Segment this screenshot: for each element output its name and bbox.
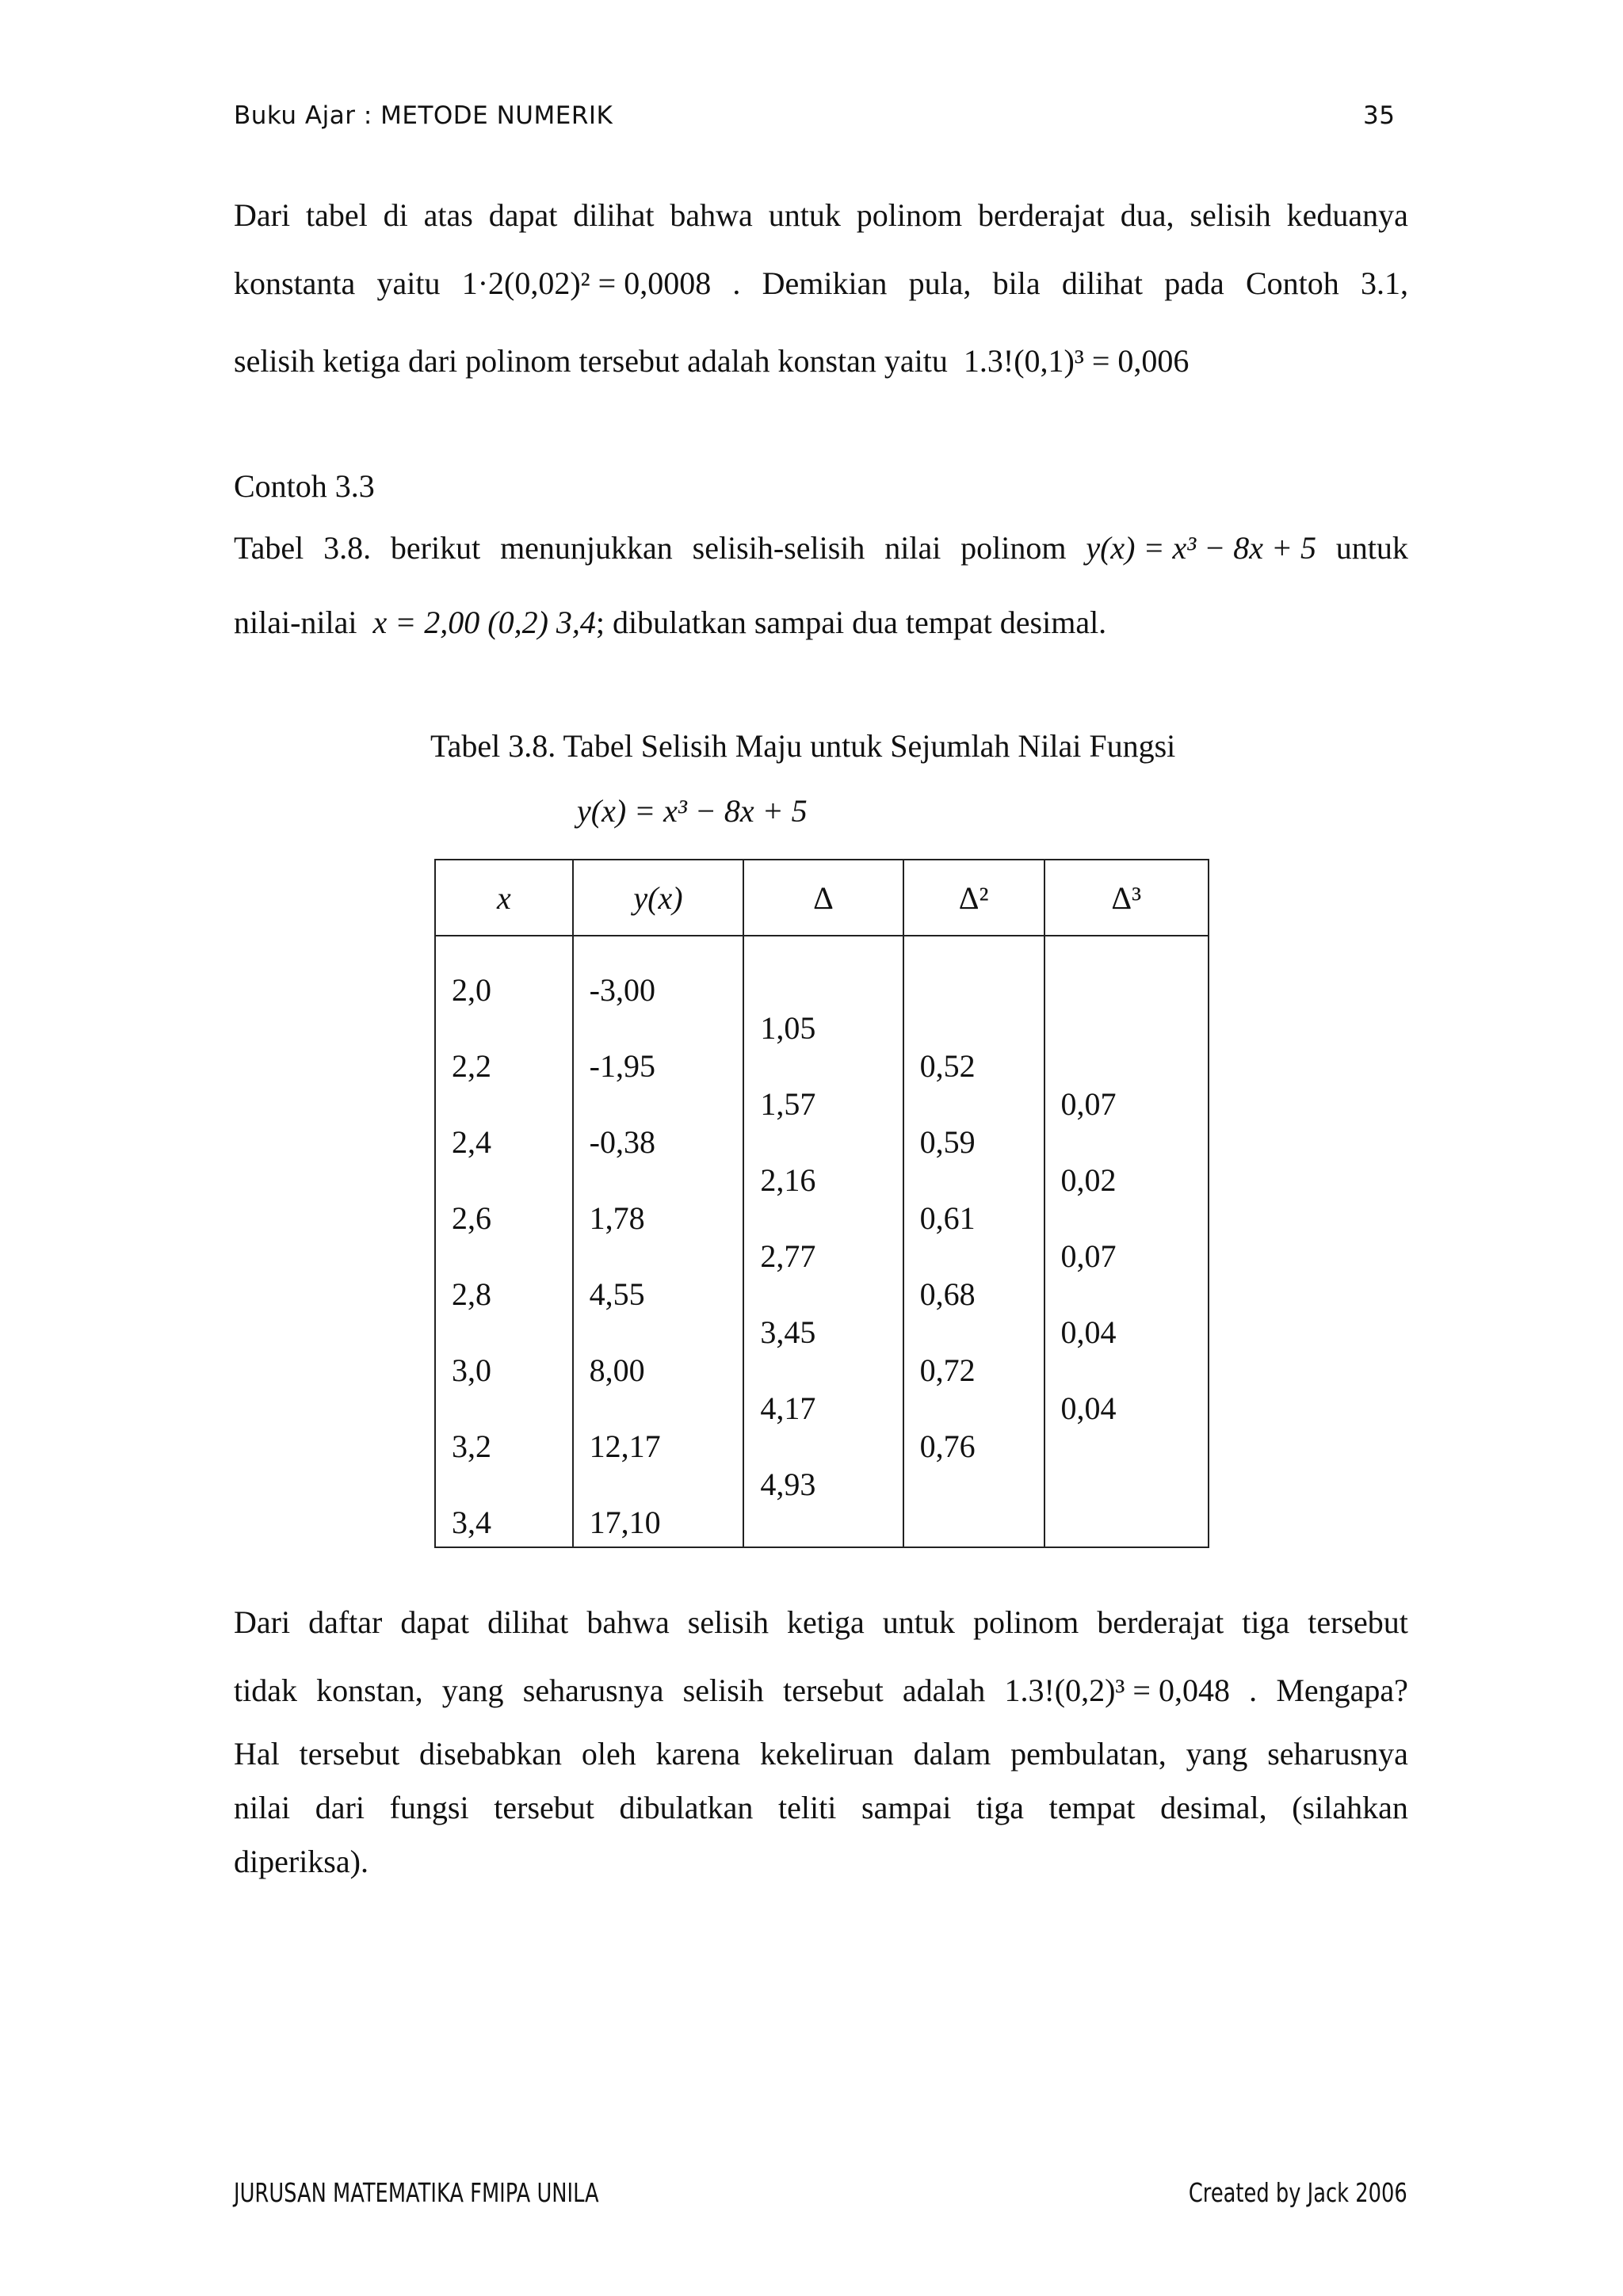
word: dapat: [400, 1604, 470, 1640]
table-cell: 4,93: [760, 1466, 816, 1502]
word: Hal: [234, 1736, 280, 1772]
table-cell: -3,00: [589, 972, 655, 1008]
word: bahwa: [670, 197, 753, 233]
paragraph1-line3: selisih ketiga dari polinom tersebut adalah konstan yaitu 1.3!(0,1)³ = 0,006: [234, 343, 1190, 379]
word: teliti: [778, 1790, 837, 1825]
table-cell: 3,2: [452, 1428, 491, 1464]
word: tiga: [1242, 1604, 1290, 1640]
word: oleh: [581, 1736, 636, 1772]
word: sampai: [861, 1790, 952, 1825]
table-cell: 2,16: [760, 1162, 816, 1198]
word: dua,: [1120, 197, 1174, 233]
table-cell: 17,10: [589, 1505, 661, 1540]
book-title: Buku Ajar : METODE NUMERIK: [234, 101, 613, 130]
column-y: [573, 936, 744, 1547]
word: desimal,: [1160, 1790, 1267, 1825]
table-cell: 4,17: [760, 1390, 816, 1426]
word: nilai: [234, 1790, 291, 1825]
table-cell: 0,68: [919, 1276, 976, 1312]
p1-l2-prefix: konstanta: [234, 265, 356, 301]
example-line2: nilai-nilai x = 2,00 (0,2) 3,4; dibulatkan sampai dua tempat desimal.: [234, 605, 1107, 640]
word: seharusnya: [1267, 1736, 1408, 1772]
header-yx: y(x): [573, 860, 744, 936]
word: pembulatan,: [1010, 1736, 1167, 1772]
word: bahwa: [586, 1604, 670, 1640]
header-x: x: [435, 860, 573, 936]
word: dilihat: [573, 197, 655, 233]
table-cell: 12,17: [589, 1428, 661, 1464]
p2-l2-math: 1.3!(0,2)³ = 0,048: [1004, 1672, 1230, 1708]
table-cell: 3,45: [760, 1314, 816, 1350]
column-delta3: [1044, 936, 1209, 1547]
table-cell: 2,4: [452, 1124, 491, 1160]
table-header-row: [435, 860, 1209, 936]
table-cell: 0,02: [1060, 1162, 1117, 1198]
table-cell: 0,76: [919, 1428, 976, 1464]
table-cell: 0,59: [919, 1124, 976, 1160]
table-cell: 0,07: [1060, 1086, 1117, 1122]
word: tabel: [305, 197, 368, 233]
p1-l3-math: 1.3!(0,1)³ = 0,006: [963, 343, 1190, 379]
header-delta2: Δ²: [903, 860, 1044, 936]
word: Dari: [234, 197, 291, 233]
word: Dari: [234, 1604, 291, 1640]
table-cell: 0,04: [1060, 1390, 1117, 1426]
example-line1-math: y(x) = x³ − 8x + 5: [1086, 530, 1316, 566]
example-heading: Contoh 3.3: [234, 468, 375, 504]
table-cell: 3,4: [452, 1505, 491, 1540]
footer-department: JURUSAN MATEMATIKA FMIPA UNILA: [234, 2177, 599, 2208]
word: selisih: [687, 1604, 769, 1640]
table-cell: -1,95: [589, 1048, 655, 1084]
word: dalam: [913, 1736, 991, 1772]
paragraph2-line2: tidak konstan, yang seharusnya selisih tersebut adalah 1.3!(0,2)³ = 0,048 . Mengapa?: [234, 1672, 1408, 1708]
header-delta3: Δ³: [1044, 860, 1209, 936]
table-cell: 1,05: [760, 1010, 816, 1046]
table-cell: 2,6: [452, 1200, 491, 1236]
table-cell: 0,61: [919, 1200, 976, 1236]
table-cell: 0,52: [919, 1048, 976, 1084]
word: fungsi: [389, 1790, 469, 1825]
word: kekeliruan: [759, 1736, 894, 1772]
p1-l2-math: 1·2(0,02)² = 0,0008: [461, 265, 712, 301]
word: atas: [423, 197, 473, 233]
word: polinom: [972, 1604, 1079, 1640]
paragraph1-line2: konstanta yaitu 1·2(0,02)² = 0,0008 . Demikian pula, bila dilihat pada Contoh 3.1,: [234, 265, 1408, 301]
table-cell: 1,57: [760, 1086, 816, 1122]
word: yang: [1186, 1736, 1248, 1772]
table-caption-formula: y(x) = x³ − 8x + 5: [577, 793, 808, 829]
word: daftar: [308, 1604, 383, 1640]
word: (silahkan: [1292, 1790, 1408, 1825]
word: selisih: [1190, 197, 1271, 233]
word: ketiga: [787, 1604, 865, 1640]
word: dilihat: [487, 1604, 569, 1640]
table-cell: 1,78: [589, 1200, 645, 1236]
paragraph2-line5: diperiksa).: [234, 1844, 369, 1879]
column-delta1: [743, 936, 903, 1547]
table-caption: Tabel 3.8. Tabel Selisih Maju untuk Sejumlah Nilai Fungsi: [430, 728, 1176, 764]
table-cell: -0,38: [589, 1124, 655, 1160]
page-number: 35: [1363, 101, 1396, 130]
table-cell: 2,8: [452, 1276, 491, 1312]
table-cell: 2,77: [760, 1238, 816, 1274]
word: tersebut: [299, 1736, 400, 1772]
word: karena: [655, 1736, 741, 1772]
word: untuk: [768, 197, 841, 233]
footer-credit: Created by Jack 2006: [1189, 2177, 1407, 2208]
table-cell: 3,0: [452, 1352, 491, 1388]
column-x: [435, 936, 573, 1547]
example-line2-math: x = 2,00 (0,2) 3,4: [372, 605, 596, 640]
example-line1: Tabel 3.8. berikut menunjukkan selisih-selisih nilai polinom y(x) = x³ − 8x + 5 untuk: [234, 530, 1408, 566]
table-cell: 0,72: [919, 1352, 976, 1388]
word: dari: [315, 1790, 365, 1825]
table-cell: 2,2: [452, 1048, 491, 1084]
column-delta2: [903, 936, 1044, 1547]
header-delta1: Δ: [743, 860, 903, 936]
table-body-row: [435, 936, 1209, 1547]
word: disebabkan: [419, 1736, 562, 1772]
word: tiga: [976, 1790, 1024, 1825]
word: berderajat: [978, 197, 1105, 233]
table-cell: 8,00: [589, 1352, 645, 1388]
word: dibulatkan: [619, 1790, 754, 1825]
word: dapat: [488, 197, 558, 233]
word: untuk: [882, 1604, 955, 1640]
word: di: [383, 197, 408, 233]
forward-difference-table: [434, 859, 1209, 1548]
paragraph2-line4: [234, 1792, 1408, 1824]
paragraph2-line1: [234, 1604, 1408, 1640]
word: polinom: [856, 197, 963, 233]
word: tersebut: [494, 1790, 594, 1825]
word: keduanya: [1286, 197, 1408, 233]
table-cell: 0,04: [1060, 1314, 1117, 1350]
table-cell: 0,07: [1060, 1238, 1117, 1274]
word: tersebut: [1308, 1604, 1408, 1640]
word: berderajat: [1097, 1604, 1224, 1640]
table-cell: 2,0: [452, 972, 491, 1008]
table-cell: 4,55: [589, 1276, 645, 1312]
paragraph1-line1: [234, 197, 1408, 233]
word: tempat: [1048, 1790, 1136, 1825]
paragraph2-line3: [234, 1738, 1408, 1770]
